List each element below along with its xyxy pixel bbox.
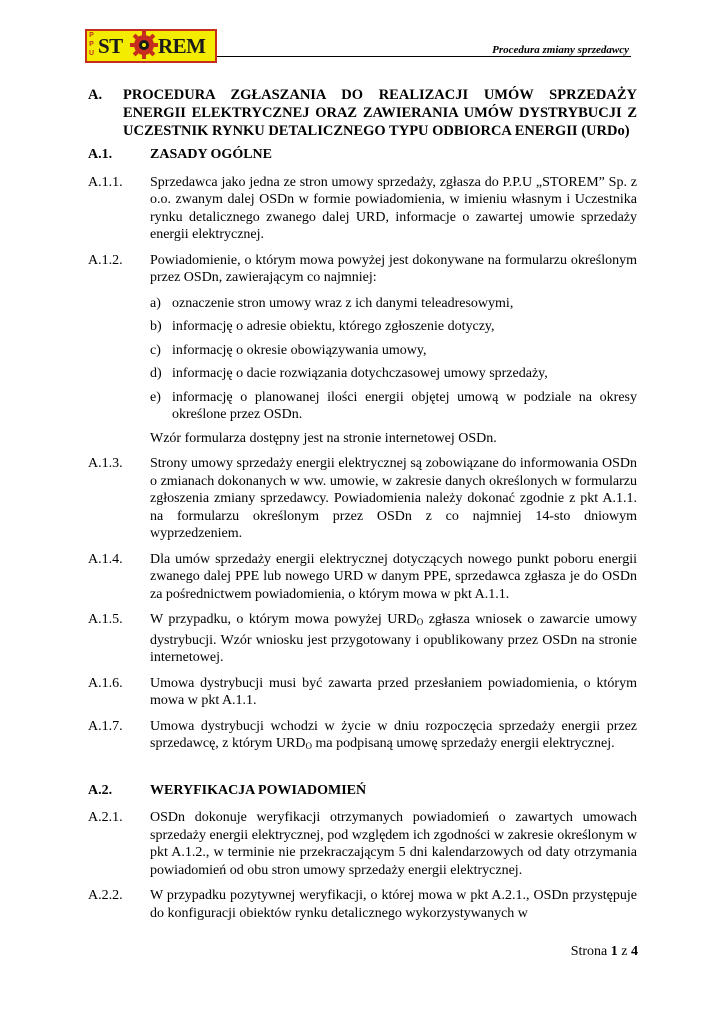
paragraph-number: A.1.1. xyxy=(88,174,123,190)
requirements-list xyxy=(150,295,637,424)
paragraph-a-1-4 xyxy=(88,551,637,604)
list-item xyxy=(150,342,637,360)
subscript: O xyxy=(416,617,424,627)
paragraph-number: A.1.4. xyxy=(88,551,123,567)
gear-icon xyxy=(129,30,159,60)
text-part: Umowa dystrybucji wchodzi w życie w dniu rozpoczęcia sprzedaży energii przez sprzedawcę, z którym URD xyxy=(150,718,637,751)
paragraph-a-2-1 xyxy=(88,809,637,879)
logo-rem-text: REM xyxy=(158,34,206,58)
total-pages: 4 xyxy=(631,944,638,959)
paragraph-number: A.1.5. xyxy=(88,612,123,627)
subsection-a2-heading xyxy=(88,782,637,800)
section-number: A. xyxy=(88,87,103,103)
list-text: informację o okresie obowiązywania umowy, xyxy=(172,342,427,358)
paragraph-a-1-7 xyxy=(88,718,637,756)
list-label: a) xyxy=(150,295,161,311)
form-note: Wzór formularza dostępny jest na stronie internetowej OSDn. xyxy=(150,430,497,446)
text-part: W przypadku, o którym mowa powyżej URD xyxy=(150,612,417,627)
paragraph-text: Strony umowy sprzedaży energii elektrycznej są zobowiązane do informowania OSDn o zmianach dokonanych w ww. umowie, w zakresie danych określonych w formularzu zgłoszenia zmiany sprzedawcy. Powiadomienia należy dokonać zgodnie z pkt A.1.1. na formularzu określonym przez OSDn z co najmniej 14-sto dniowym wyprzedzeniem. xyxy=(150,456,637,541)
paragraph-text: Umowa dystrybucji musi być zawarta przed przesłaniem powiadomienia, o którym mowa w pkt A.1.1. xyxy=(150,675,637,708)
document-body xyxy=(88,86,637,930)
current-page: 1 xyxy=(610,944,618,959)
text-part: zgłasza wniosek o zawarcie umowy dystrybucji. Wzór wniosku jest przygotowany i opublikowany przez OSDn na stronie internetowej. xyxy=(150,612,637,665)
logo-st-text: ST xyxy=(98,34,123,58)
paragraph-text: Sprzedawca jako jedna ze stron umowy sprzedaży, zgłasza do P.P.U „STOREM” Sp. z o.o. zwanym dalej OSDn w formie powiadomienia, w imieniu własnym i Uczestnika rynku detalicznego zwanego dalej URD, informacje o zawartej umowie sprzedaży energii elektrycznej. xyxy=(150,174,637,242)
list-text: informację o adresie obiektu, którego zgłoszenie dotyczy, xyxy=(172,319,495,334)
list-text: oznaczenie stron umowy wraz z ich danymi teleadresowymi, xyxy=(172,295,514,311)
paragraph-number: A.1.3. xyxy=(88,456,123,471)
list-label: d) xyxy=(150,366,162,381)
paragraph-a-1-1 xyxy=(88,174,637,244)
subsection-number: A.2. xyxy=(88,782,113,798)
spacer xyxy=(88,764,637,782)
paragraph-a-1-3 xyxy=(88,455,637,543)
paragraph-number: A.2.2. xyxy=(88,888,123,903)
paragraph-text: Powiadomienie, o którym mowa powyżej jest dokonywane na formularzu określonym przez OSDn, zawierającym co najmniej: xyxy=(150,252,637,285)
page-separator: z xyxy=(621,944,628,959)
storem-logo xyxy=(85,29,217,63)
paragraph-text xyxy=(150,718,637,756)
text-part: ma podpisaną umowę sprzedaży energii elektrycznej. xyxy=(312,736,615,751)
page-label: Strona xyxy=(570,944,608,959)
list-item xyxy=(150,365,637,383)
list-item xyxy=(150,318,637,336)
list-item xyxy=(150,389,637,424)
subscript: O xyxy=(305,741,313,751)
list-label: c) xyxy=(150,342,161,358)
section-title: PROCEDURA ZGŁASZANIA DO REALIZACJI UMÓW SPRZEDAŻY ENERGII ELEKTRYCZNEJ ORAZ ZAWIERANIA UMÓW DYSTRYBUCJI Z UCZESTNIK RYNKU DETALICZNEGO TYPU ODBIORCA ENERGII (URDo) xyxy=(123,87,637,139)
paragraph-text: W przypadku pozytywnej weryfikacji, o której mowa w pkt A.2.1., OSDn przystępuje do konfiguracji obiektów rynku detalicznego wykorzystywanych w xyxy=(150,888,637,921)
page-footer xyxy=(571,944,638,960)
subsection-number: A.1. xyxy=(88,147,113,162)
paragraph-text: Dla umów sprzedaży energii elektrycznej dotyczących nowego punkt poboru energii zwanego dalej PPE lub nowego URD w danym PPE, sprzedawca zgłasza je do OSDn za pośrednictwem powiadomienia, o którym mowa w pkt A.1.1. xyxy=(150,551,637,602)
list-text: informację o dacie rozwiązania dotychczasowej umowy sprzedaży, xyxy=(172,366,548,381)
paragraph-a-2-2 xyxy=(88,887,637,922)
paragraph-number: A.1.7. xyxy=(88,718,123,734)
subsection-title: WERYFIKACJA POWIADOMIEŃ xyxy=(150,782,367,798)
list-label: e) xyxy=(150,389,161,405)
paragraph-number: A.1.6. xyxy=(88,675,123,691)
paragraph-number: A.1.2. xyxy=(88,252,123,268)
paragraph-a-1-6 xyxy=(88,675,637,710)
list-item xyxy=(150,295,637,313)
header-title: Procedura zmiany sprzedawcy xyxy=(492,44,629,56)
paragraph-a-1-2 xyxy=(88,252,637,287)
paragraph-number: A.2.1. xyxy=(88,810,123,825)
logo-ppu-text: P P U xyxy=(88,32,95,57)
paragraph-text xyxy=(150,611,637,667)
header-rule xyxy=(217,56,631,57)
section-a-heading xyxy=(88,86,637,140)
subsection-title: ZASADY OGÓLNE xyxy=(150,147,273,162)
list-label: b) xyxy=(150,319,162,334)
paragraph-text: OSDn dokonuje weryfikacji otrzymanych powiadomień o zawartych umowach sprzedaży energii elektrycznej, pod względem ich zgodności w zakresie określonym w pkt A.1.2., w terminie nie przekraczającym 5 dni kalendarzowych od daty otrzymania powiadomień od obu stron umowy sprzedaży energii elektrycznej. xyxy=(150,810,637,878)
paragraph-a-1-5 xyxy=(88,611,637,667)
subsection-a1-heading xyxy=(88,146,637,164)
list-text: informację o planowanej ilości energii objętej umową w podziale na okresy określone przez OSDn. xyxy=(172,389,637,422)
